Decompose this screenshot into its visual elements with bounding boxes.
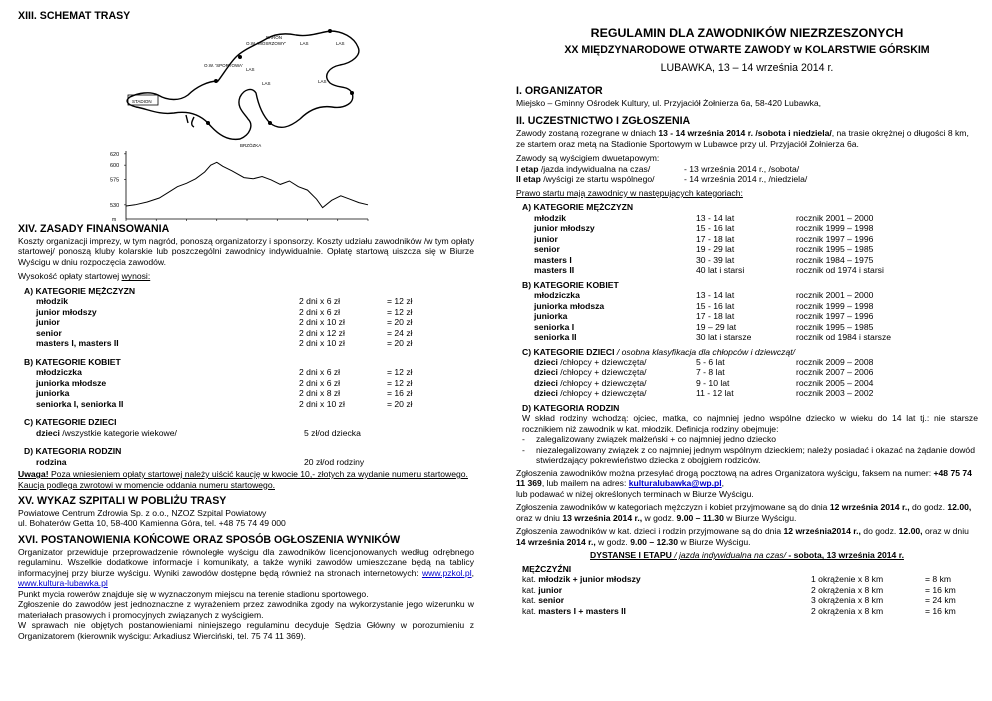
cat-c-cell — [534, 388, 696, 398]
zgl2-e: oraz w dniu — [516, 512, 563, 523]
section-2-p1-a: Zawody zostaną rozegrane w dniach — [516, 128, 659, 139]
cat-b-cell: 30 lat i starsze — [696, 332, 752, 343]
fax-number: +48 75 74 11 369 — [516, 467, 972, 489]
right-column — [516, 10, 978, 616]
zgl3-f: 14 września 2014 r., — [516, 536, 596, 547]
section-16-p1 — [18, 547, 474, 589]
hospital-line-2: ul. Bohaterów Getta 10, 58-400 Kamienna Góra, tel. +48 75 74 49 000 — [18, 518, 286, 529]
zgloszenia-1b: lub podawać w niżej określonych terminach w Biurze Wyścigu. — [516, 488, 754, 499]
cat-a-cell: rocznik 1984 – 1975 — [796, 254, 874, 265]
cat-b-cell: seniorka II — [534, 332, 577, 343]
chart-y-tick-label: 530 — [110, 202, 120, 209]
cat-d-bullet-2-text: niezalegalizowany związek z co najmniej jednym wspólnym dzieckiem; należy posiadać i okazać na żądanie dowód stwierdzający pokrewieństwo dziecka z obojgiem rodziców. — [536, 444, 975, 466]
fee-cat-a-cell: 2 dni x 6 zł — [299, 306, 341, 317]
map-label-brzozka: BRZÓZKA — [240, 142, 262, 148]
map-label-las-2: LAS — [336, 40, 345, 46]
etap-2-date: - 14 września 2014 r., /niedziela/ — [684, 174, 808, 185]
cat-c-age: 9 - 10 lat — [696, 377, 730, 388]
fee-cat-a-row — [36, 328, 474, 338]
elevation-chart — [110, 151, 374, 223]
cat-c-year: rocznik 2003 – 2002 — [796, 388, 874, 399]
cat-a-cell: rocznik 2001 – 2000 — [796, 212, 874, 223]
cat-c-row — [534, 378, 978, 388]
fee-cat-b-row — [36, 367, 474, 377]
etap-2 — [516, 174, 978, 184]
cat-b-row — [534, 322, 978, 332]
fee-cat-c-row — [24, 428, 474, 438]
cat-d-title: D) KATEGORIA RODZIN — [522, 402, 620, 413]
zgl2-c: do godz. — [909, 502, 948, 513]
cat-b-cell: rocznik od 1984 i starsze — [796, 332, 892, 343]
zgl2-i: w Biurze Wyścigu. — [723, 512, 797, 523]
link-pzkol[interactable]: www.pzkol.pl — [421, 567, 472, 578]
map-label-baron: BARON — [266, 34, 283, 40]
zgl3-c: do godz. — [860, 526, 899, 537]
distance-cat-name: junior — [538, 584, 563, 595]
fee-cat-a-cell: = 12 zł — [387, 296, 413, 307]
section-15-title: XV. WYKAZ SZPITALI W POBLIŻU TRASY — [18, 495, 227, 508]
cat-a-cell: 15 - 16 lat — [696, 223, 735, 234]
cat-a-cell: rocznik od 1974 i starsi — [796, 265, 884, 276]
cat-c-rows — [522, 357, 978, 399]
cat-a-cell: 17 - 18 lat — [696, 233, 735, 244]
section-14-text: Koszty organizacji imprezy, w tym nagród, ponoszą organizatorzy i sponsorzy. Koszty udziału zawodników /w tym opłaty startowej/ ponoszą kluby kolarskie lub poszczególni zawodnicy indywidualnie. Opłatę startową uiszcza się w Biurze Wyścigu w dniu rozpoczęcia zawodów. — [18, 235, 474, 267]
distance-cat-name: młodzik + junior młodszy — [538, 574, 641, 585]
fee-cat-a-row — [36, 307, 474, 317]
link-separator: , — [471, 567, 474, 578]
cat-a-row — [534, 213, 978, 223]
cat-a-row — [534, 265, 978, 275]
cat-c-age: 7 - 8 lat — [696, 367, 725, 378]
zgl3-b: 12 września2014 r., — [783, 526, 861, 537]
zgl2-h: 9.00 – 11.30 — [676, 512, 724, 523]
fee-cat-d-label: rodzina — [36, 456, 67, 467]
link-kultura-lubawka[interactable]: www.kultura-lubawka.pl — [18, 578, 108, 589]
section-13-title: XIII. SCHEMAT TRASY — [18, 10, 131, 22]
zgl3-h: 9.00 – 12.30 — [630, 536, 678, 547]
map-label-ow-sportowa: O.W. 'SPORTOWA' — [204, 62, 243, 68]
distance-kat: kat. — [522, 584, 539, 595]
cat-c-row — [534, 367, 978, 377]
cat-c-label: dzieci — [534, 388, 558, 399]
fee-cat-a-cell: 2 dni x 12 zł — [299, 327, 345, 338]
header-title: REGULAMIN DLA ZAWODNIKÓW NIEZRZESZONYCH — [590, 26, 904, 40]
fee-cat-a-cell: junior — [36, 317, 60, 328]
fee-cat-a-cell: = 24 zł — [387, 327, 413, 338]
elevation-profile-line — [126, 162, 368, 207]
section-2-p2: Zawody są wyścigiem dwuetapowym: — [516, 153, 660, 164]
cat-a-row — [534, 255, 978, 265]
cat-a-cell: 19 - 29 lat — [696, 244, 735, 255]
zgl2-f: 13 września 2014 r., — [562, 512, 643, 523]
cat-c-year: rocznik 2005 – 2004 — [796, 377, 874, 388]
fee-cat-b-cell: seniorka I, seniorka II — [36, 398, 124, 409]
section-16-p2: Punkt mycia rowerów znajduje się w wyznaczonym miejscu na terenie stadionu sportowego. — [18, 588, 369, 599]
fee-cat-b-cell: = 12 zł — [387, 377, 413, 388]
distance-cat-name: masters I + masters II — [538, 605, 626, 616]
cat-a-row — [534, 244, 978, 254]
cat-c-row — [534, 388, 978, 398]
zgloszenia-1 — [516, 468, 978, 489]
fee-cat-c-amount: 5 zł/od dziecka — [304, 427, 361, 438]
distances-heading-b: / jazda indywidualna na czas/ — [674, 550, 786, 561]
fee-cat-c — [18, 417, 474, 438]
cat-a — [516, 202, 978, 275]
distance-row — [522, 574, 978, 584]
section-1-title: I. ORGANIZATOR — [516, 84, 603, 97]
cat-b-cell: rocznik 1997 – 1996 — [796, 311, 874, 322]
cat-a-title: A) KATEGORIE MĘŻCZYZN — [522, 202, 634, 213]
fee-intro — [18, 271, 474, 281]
distances-heading-a: DYSTANSE I ETAPU — [590, 550, 675, 561]
uwaga-note — [18, 469, 474, 490]
fee-cat-b-cell: juniorka — [36, 388, 70, 399]
cat-c-note: / osobna klasyfikacja dla chłopców i dziewcząt/ — [614, 346, 796, 357]
etap-2-desc: /wyścigi ze startu wspólnego/ — [540, 174, 655, 185]
chart-y-tick-label: 620 — [110, 151, 120, 158]
cat-c-desc: /chłopcy + dziewczęta/ — [557, 388, 647, 399]
fee-cat-a-cell: senior — [36, 327, 62, 338]
etap-1-desc: /jazda indywidualna na czas/ — [538, 163, 651, 174]
hospital-line-1: Powiatowe Centrum Zdrowia Sp. z o.o., NZOZ Szpital Powiatowy — [18, 507, 267, 518]
distances-heading — [516, 550, 978, 560]
cat-b-rows — [522, 290, 978, 342]
fee-cat-b-cell: = 20 zł — [387, 398, 413, 409]
cat-b-row — [534, 301, 978, 311]
cat-c-label: dzieci — [534, 377, 558, 388]
cat-b-cell: 13 - 14 lat — [696, 290, 735, 301]
cat-a-row — [534, 223, 978, 233]
cat-b-cell: rocznik 1995 – 1985 — [796, 321, 874, 332]
cat-c-age: 11 - 12 lat — [696, 388, 734, 399]
cat-a-cell: rocznik 1995 – 1985 — [796, 244, 874, 255]
distance-laps: 2 okrążenia x 8 km — [811, 605, 884, 616]
cat-b-cell: rocznik 1999 – 1998 — [796, 300, 874, 311]
fee-cat-b-row — [36, 378, 474, 388]
fee-cat-a-row — [36, 296, 474, 306]
cat-b — [516, 280, 978, 343]
distance-total: = 16 km — [925, 605, 956, 616]
section-14-title: XIV. ZASADY FINANSOWANIA — [18, 222, 170, 235]
route-map-labels — [132, 35, 345, 148]
cat-b-row — [534, 311, 978, 321]
prawo-startu: Prawo startu mają zawodnicy w następujących kategoriach: — [516, 187, 743, 198]
cat-c-label: dzieci — [534, 367, 558, 378]
fee-cat-c-title: C) KATEGORIE DZIECI — [24, 417, 117, 428]
zgl2-g: w godz. — [642, 512, 677, 523]
fee-cat-d-amount: 20 zł/od rodziny — [304, 456, 365, 467]
cat-b-cell: juniorka młodsza — [534, 300, 605, 311]
cat-a-row — [534, 234, 978, 244]
cat-a-cell: 40 lat i starsi — [696, 265, 745, 276]
zgl1-c: , lub mailem na adres: — [541, 478, 629, 489]
map-label-las-5: LAS — [318, 78, 327, 84]
fee-cat-b-rows — [24, 367, 474, 409]
fee-cat-d — [18, 446, 474, 467]
section-2-p1-dates: 13 - 14 września 2014 r. /sobota i niedziela/ — [658, 128, 832, 139]
cat-c-row — [534, 357, 978, 367]
cat-d-bullet-2: - niezalegalizowany związek z co najmniej jednym wspólnym dzieckiem; należy posiadać i okazać na żądanie dowód stwierdzający pokrewieństwo dziecka z obojgiem rodziców. — [522, 445, 978, 466]
zgl2-a: Zgłoszenia zawodników w kategoriach mężczyzn i kobiet przyjmowane są do dnia — [516, 502, 830, 513]
section-16-title: XVI. POSTANOWIENIA KOŃCOWE ORAZ SPOSÓB OGŁOSZENIA WYNIKÓW — [18, 533, 401, 546]
document-header — [516, 26, 978, 75]
map-label-las-1: LAS — [300, 40, 309, 46]
zgl3-g: w godz. — [595, 536, 631, 547]
fee-cat-a-cell: junior młodszy — [36, 306, 97, 317]
distance-laps: 3 okrążenia x 8 km — [811, 595, 884, 606]
section-16-p1-text: Organizator przewiduje przeprowadzenie równoległe wyścigu dla zawodników licencjonowanych według odrębnego regulaminu. Wszelkie dodatkowe informacje i komunikaty, a także wyniki zawodów umieszczane będą na tablicy informacyjnej przy biurze wyścigu. Wyniki zawodów dostępne będą również na stronach internetowych: — [18, 546, 474, 578]
fee-cat-b-cell: 2 dni x 10 zł — [299, 398, 345, 409]
zgl1-a: Zgłoszenia zawodników można przesyłać drogą pocztową na adres Organizatora wyścigu, faksem na numer: — [516, 467, 934, 478]
cat-c-title-line — [522, 347, 978, 357]
cat-b-cell: rocznik 2001 – 2000 — [796, 290, 874, 301]
fee-cat-c-desc: /wszystkie kategorie wiekowe/ — [59, 427, 177, 438]
section-16-p4: W sprawach nie objętych postanowieniami niniejszego regulaminu decyduje Sędzia Główny w porozumieniu z Organizatorem (kierownik wyścigu: Arkadiusz Wierciński, tel. 75 74 11 369). — [18, 620, 474, 641]
fee-cat-a-cell: = 20 zł — [387, 338, 413, 349]
fee-cat-a-cell: = 20 zł — [387, 317, 413, 328]
map-label-stadion: STADION — [132, 98, 152, 104]
cat-b-cell: 15 - 16 lat — [696, 300, 735, 311]
zgl3-e: oraz w dniu — [922, 526, 969, 537]
cat-c-cell — [534, 367, 696, 377]
fee-cat-b-cell: = 16 zł — [387, 388, 413, 399]
cat-b-row — [534, 290, 978, 300]
etap-1 — [516, 164, 978, 174]
zgl2-b: 12 września 2014 r., — [829, 502, 910, 513]
distance-total: = 16 km — [925, 584, 956, 595]
cat-c-label: dzieci — [534, 356, 558, 367]
fee-cat-a-cell: = 12 zł — [387, 306, 413, 317]
cat-c-desc: /chłopcy + dziewczęta/ — [557, 356, 647, 367]
uwaga-text: Poza wniesieniem opłaty startowej należy uiścić kaucję w kwocie 10,- złotych za wydanie numeru startowego. Kaucja podlega zwrotowi w momencie oddania numeru startowego. — [18, 469, 468, 490]
chart-y-unit-label: m — [112, 216, 117, 223]
distance-cat — [522, 606, 811, 616]
fee-cat-b-cell: 2 dni x 6 zł — [299, 367, 341, 378]
organizer-text: Miejsko – Gminny Ośrodek Kultury, ul. Przyjaciół Żołnierza 6a, 58-420 Lubawka, — [516, 97, 822, 108]
cat-a-cell: rocznik 1999 – 1998 — [796, 223, 874, 234]
etap-2-label: II etap — [516, 174, 541, 185]
fee-cat-c-label: dzieci — [36, 427, 60, 438]
zgl3-i: w Biurze Wyścigu. — [678, 536, 751, 547]
cat-b-cell: młodziczka — [534, 290, 580, 301]
cat-b-cell: 17 - 18 lat — [696, 311, 735, 322]
etap-1-label: I etap — [516, 163, 539, 174]
cat-d-bullet-1-text: zalegalizowany związek małżeński + co najmniej jedno dziecko — [536, 434, 777, 445]
chart-y-tick-label: 575 — [110, 177, 120, 184]
chart-y-tick-label: 600 — [110, 163, 120, 170]
fee-cat-a-cell: młodzik — [36, 296, 68, 307]
etap-1-date: - 13 września 2014 r., /sobota/ — [684, 163, 800, 174]
cat-a-cell: rocznik 1997 – 1996 — [796, 233, 874, 244]
cat-c — [516, 347, 978, 399]
fee-cat-a-title: A) KATEGORIE MĘŻCZYZN — [24, 285, 136, 296]
header-date: LUBAWKA, 13 – 14 września 2014 r. — [660, 62, 834, 75]
fee-cat-b-cell: juniorka młodsze — [36, 377, 107, 388]
section-2-p1-c: , na trasie okrężnej o długości 8 km, ze startem oraz metą na Stadionie Sportowym w Lubawce przy ul. Przyjaciół Żołnierza 6a. — [516, 128, 969, 149]
uwaga-label: Uwaga! — [18, 469, 49, 480]
zgloszenia-2 — [516, 502, 978, 523]
cat-c-desc: /chłopcy + dziewczęta/ — [557, 367, 647, 378]
section-16-p3: Zgłoszenie do zawodów jest jednoznaczne z wyrażeniem przez zawodnika zgody na wykorzystanie jego wizerunku w materiałach prasowych i promocyjnych związanych z wyścigiem. — [18, 599, 474, 620]
distance-rows — [516, 574, 978, 616]
cat-c-year: rocznik 2009 – 2008 — [796, 356, 874, 367]
distance-cat — [522, 574, 811, 584]
distance-row — [522, 585, 978, 595]
distance-row — [522, 595, 978, 605]
cat-c-year: rocznik 2007 – 2006 — [796, 367, 874, 378]
fee-cat-b-row — [36, 399, 474, 409]
route-map-svg — [18, 23, 474, 223]
cat-c-title: C) KATEGORIE DZIECI — [522, 346, 615, 357]
zgl1-e: , — [721, 478, 725, 489]
fee-cat-d-title: D) KATEGORIA RODZIN — [24, 446, 122, 457]
cat-a-cell: 30 - 39 lat — [696, 254, 735, 265]
distances-heading-c: - sobota, 13 września 2014 r. — [786, 550, 904, 561]
zgl3-a: Zgłoszenia zawodników w kat. dzieci i rodzin przyjmowane są do dnia — [516, 526, 784, 537]
cat-b-cell: seniorka I — [534, 321, 575, 332]
distance-total: = 8 km — [925, 574, 952, 585]
cat-c-cell — [534, 378, 696, 388]
fee-intro-underlined: wynosi: — [121, 271, 151, 282]
distance-cat-name: senior — [538, 595, 565, 606]
cat-a-rows — [522, 213, 978, 276]
cat-a-cell: młodzik — [534, 212, 566, 223]
map-label-las-4: LAS — [262, 80, 271, 86]
fee-cat-a-cell: 2 dni x 6 zł — [299, 296, 341, 307]
map-label-ow-mosrzowy: O.W. 'MOSRZOWY' — [246, 40, 286, 46]
cat-a-cell: masters II — [534, 265, 575, 276]
distance-cat — [522, 585, 811, 595]
distance-total: = 24 km — [925, 595, 956, 606]
zgl2-d: 12.00, — [947, 502, 972, 513]
distance-cat — [522, 595, 811, 605]
fee-cat-a-rows — [24, 296, 474, 348]
cat-c-age: 5 - 6 lat — [696, 356, 725, 367]
cat-b-title: B) KATEGORIE KOBIET — [522, 279, 619, 290]
distance-laps: 2 okrążenia x 8 km — [811, 584, 884, 595]
header-subtitle: XX MIĘDZYNARODOWE OTWARTE ZAWODY w KOLARSTWIE GÓRSKIM — [564, 44, 930, 57]
zgloszenia-3 — [516, 526, 978, 547]
cat-d-bullet-1: - zalegalizowany związek małżeński + co najmniej jedno dziecko — [522, 434, 777, 445]
cat-c-desc: /chłopcy + dziewczęta/ — [557, 377, 647, 388]
cat-b-cell: juniorka — [534, 311, 568, 322]
fee-cat-b-title: B) KATEGORIE KOBIET — [24, 356, 121, 367]
section-2-title: II. UCZESTNICTWO I ZGŁOSZENIA — [516, 115, 691, 128]
fee-cat-b — [18, 357, 474, 409]
distance-kat: kat. — [522, 574, 539, 585]
cat-b-cell: 19 – 29 lat — [696, 321, 737, 332]
email-link[interactable]: kulturalubawka@wp.pl — [628, 478, 722, 489]
map-label-las-3: LAS — [246, 66, 255, 72]
fee-cat-a-cell: 2 dni x 10 zł — [299, 338, 345, 349]
fee-cat-b-cell: 2 dni x 8 zł — [299, 388, 341, 399]
fee-intro-text: Wysokość opłaty startowej — [18, 271, 122, 282]
fee-cat-a-row — [36, 338, 474, 348]
route-map — [18, 23, 474, 223]
fee-cat-b-row — [36, 388, 474, 398]
fee-cat-a-cell: masters I, masters II — [36, 338, 119, 349]
section-2-p1 — [516, 128, 978, 149]
route-schematic — [127, 31, 359, 139]
fee-cat-b-cell: 2 dni x 6 zł — [299, 377, 341, 388]
fee-cat-a — [18, 286, 474, 349]
cat-b-row — [534, 332, 978, 342]
distance-row — [522, 606, 978, 616]
distance-kat: kat. — [522, 605, 539, 616]
cat-a-cell: junior — [534, 233, 558, 244]
fee-cat-b-cell: młodziczka — [36, 367, 82, 378]
left-column — [18, 10, 474, 641]
zgl3-d: 12.00, — [898, 526, 923, 537]
distance-kat: kat. — [522, 595, 539, 606]
cat-a-cell: masters I — [534, 254, 572, 265]
cat-d — [516, 403, 978, 466]
fee-cat-b-cell: = 12 zł — [387, 367, 413, 378]
cat-a-cell: 13 - 14 lat — [696, 212, 735, 223]
men-heading: MĘŻCZYŹNI — [522, 563, 572, 574]
fee-cat-a-row — [36, 317, 474, 327]
distance-laps: 1 okrążenie x 8 km — [811, 574, 884, 585]
cat-c-cell — [534, 357, 696, 367]
cat-a-cell: senior — [534, 244, 560, 255]
fee-cat-d-row — [24, 457, 474, 467]
cat-d-text: W skład rodziny wchodzą: ojciec, matka, co najmniej jedno wspólne dziecko w wieku do 14 lat tj.: nie starsze rocznikiem niż zawodnik w kat. młodzik. Definicja rodziny obejmuje: — [522, 413, 978, 434]
cat-a-cell: junior młodszy — [534, 223, 595, 234]
fee-cat-a-cell: 2 dni x 10 zł — [299, 317, 345, 328]
